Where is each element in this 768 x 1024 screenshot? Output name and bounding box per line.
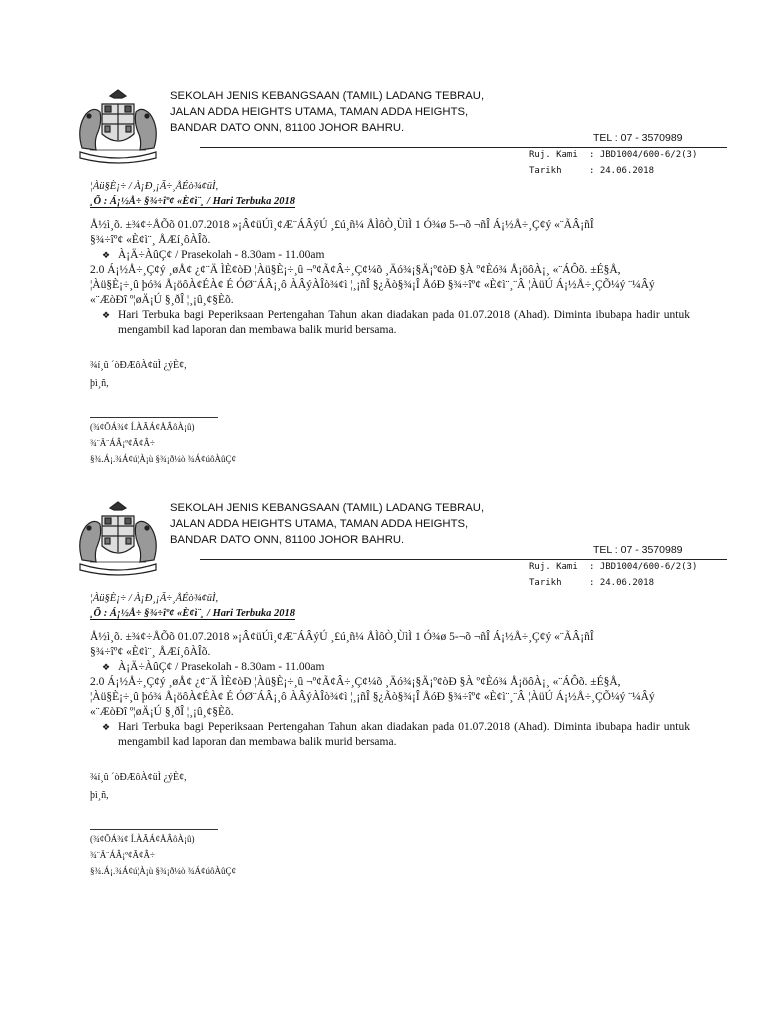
signatory-title: ¾¨Ä¨ÁÂ¡º¢Ã¢Â÷ (90, 438, 155, 448)
signature-line (90, 417, 218, 418)
date-label: Tarikh (529, 578, 562, 588)
hari-terbuka-item (90, 720, 690, 750)
reference-number (529, 562, 697, 572)
paragraph-1-cont: §¾÷îº¢ «È¢ì¨¸ ÅÆí¸ôÀÎõ. (90, 646, 211, 658)
letter-date (529, 166, 654, 176)
diamond-bullet-icon: ❖ (102, 722, 111, 732)
ref-label: Ruj. Kami (529, 150, 578, 160)
paragraph-2-cont: ¦Àü§È¡÷¸û þó¾ Å¡öôÀ¢ÉÀ¢ É ÓØ¨ÁÂ¡¸ô ÀÂýÀÎò¾¢ì ¦¸¡ñÎ §¿Ãò§¾¡Î ÅóÐ §¾÷îº¢ «È¢ì¨¸¨Â ¦ÀüÚ Á¡½Å÷¸ÇÕ¼ý ¨¼Âý (90, 279, 655, 291)
paragraph-1: Å½ì¸õ. ±¾¢÷ÅÕõ 01.07.2018 »¡Â¢üÚì¸¢Æ¨ÁÂýÚ ¸£ú¸ñ¼ ÅÌôÒ¸ÙìÌ 1 Ó¾ø 5-¬õ ¬ñÎ Á¡½Å÷¸Ç¢ý «¨ÃÂ¡ñÎ (90, 219, 594, 231)
signatory-school: §¾.Á¡.¾Á¢ú¦À¡ù §¾¡ð¼ò ¾Á¢úôÀûÇ¢ (90, 866, 237, 876)
address-line: JALAN ADDA HEIGHTS UTAMA, TAMAN ADDA HEIGHTS, (170, 106, 469, 118)
diamond-bullet-icon: ❖ (102, 310, 111, 320)
school-name: SEKOLAH JENIS KEBANGSAAN (TAMIL) LADANG TEBRAU, (170, 90, 485, 102)
hari-terbuka-text: Hari Terbuka bagi Peperiksaan Pertengahan Tahun akan diadakan pada 01.07.2018 (Ahad). Diminta ibubapa hadir untuk mengambil kad laporan dan membawa balik murid bersama. (118, 309, 690, 336)
letter-1 (0, 68, 768, 480)
date-value: : 24.06.2018 (589, 578, 655, 588)
hari-terbuka-item (90, 308, 690, 338)
signatory-name: (¾¢ÕÁ¾¢ Í.ÀÃÁ¢ÅÂôÀ¡û) (90, 834, 195, 844)
malaysia-coat-of-arms-icon (72, 88, 164, 168)
letter-body (90, 218, 690, 338)
closing-thanks: ¾í¸û ´òÐÆôÀ¢üÌ ¿ýÈ¢, (90, 360, 187, 371)
closing-yours: þì¸ñ, (90, 378, 109, 389)
subject-prefix: ¸Õ : Á¡½Å÷ §¾÷îº¢ «È¢ì¨¸ / (90, 608, 213, 619)
paragraph-2-cont: «¨ÆòÐî º¦øÄ¡Ú §¸ðÎ ¦¸¡û¸¢§Èõ. (90, 706, 234, 718)
subject-prefix: ¸Õ : Á¡½Å÷ §¾÷îº¢ «È¢ì¨¸ / (90, 196, 213, 207)
session-item (90, 248, 690, 263)
closing-thanks: ¾í¸û ´òÐÆôÀ¢üÌ ¿ýÈ¢, (90, 772, 187, 783)
session-item (90, 660, 690, 675)
letter-body (90, 630, 690, 750)
diamond-bullet-icon: ❖ (102, 662, 111, 672)
paragraph-2-cont: ¦Àü§È¡÷¸û þó¾ Å¡öôÀ¢ÉÀ¢ É ÓØ¨ÁÂ¡¸ô ÀÂýÀÎò¾¢ì ¦¸¡ñÎ §¿Ãò§¾¡Î ÅóÐ §¾÷îº¢ «È¢ì¨¸¨Â ¦ÀüÚ Á¡½Å÷¸ÇÕ¼ý ¨¼Âý (90, 691, 655, 703)
school-address (170, 500, 484, 548)
letter-2 (0, 480, 768, 892)
telephone: TEL : 07 - 3570989 (593, 132, 683, 144)
header-divider (200, 147, 727, 148)
ref-label: Ruj. Kami (529, 562, 578, 572)
malaysia-coat-of-arms-icon (72, 500, 164, 580)
session-text: À¡Ä÷ÀûÇ¢ / Prasekolah - 8.30am - 11.00am (118, 249, 325, 261)
subject-line (90, 196, 295, 207)
address-line: BANDAR DATO ONN, 81100 JOHOR BAHRU. (170, 122, 405, 134)
signature-line (90, 829, 218, 830)
closing-yours: þì¸ñ, (90, 790, 109, 801)
paragraph-1-cont: §¾÷îº¢ «È¢ì¨¸ ÅÆí¸ôÀÎõ. (90, 234, 211, 246)
signatory-school: §¾.Á¡.¾Á¢ú¦À¡ù §¾¡ð¼ò ¾Á¢úôÀûÇ¢ (90, 454, 237, 464)
telephone: TEL : 07 - 3570989 (593, 544, 683, 556)
subject-title: Hari Terbuka 2018 (212, 196, 296, 207)
date-value: : 24.06.2018 (589, 166, 655, 176)
header-divider (200, 559, 727, 560)
letter-date (529, 578, 654, 588)
subject-title: Hari Terbuka 2018 (212, 608, 296, 619)
paragraph-2: 2.0 Á¡½Å÷¸Ç¢ý ¸øÅ¢ ¿¢¨Ä ÌÈ¢òÐ ¦Àü§È¡÷¸û ¬º¢Ã¢Â÷¸Ç¢¼õ ¸Äó¾¡§Ä¡º¢òÐ §À º¢Èó¾ Å¡öôÀ¡¸ «¨ÁÔõ. ±É§Å, (90, 676, 621, 688)
school-name: SEKOLAH JENIS KEBANGSAAN (TAMIL) LADANG TEBRAU, (170, 502, 485, 514)
hari-terbuka-text: Hari Terbuka bagi Peperiksaan Pertengahan Tahun akan diadakan pada 01.07.2018 (Ahad). Diminta ibubapa hadir untuk mengambil kad laporan dan membawa balik murid bersama. (118, 721, 690, 748)
ref-value: : JBD1004/600-6/2(3) (589, 150, 698, 160)
paragraph-2: 2.0 Á¡½Å÷¸Ç¢ý ¸øÅ¢ ¿¢¨Ä ÌÈ¢òÐ ¦Àü§È¡÷¸û ¬º¢Ã¢Â÷¸Ç¢¼õ ¸Äó¾¡§Ä¡º¢òÐ §À º¢Èó¾ Å¡öôÀ¡¸ «¨ÁÔõ. ±É§Å, (90, 264, 621, 276)
school-address (170, 88, 484, 136)
address-line: BANDAR DATO ONN, 81100 JOHOR BAHRU. (170, 534, 405, 546)
session-text: À¡Ä÷ÀûÇ¢ / Prasekolah - 8.30am - 11.00am (118, 661, 325, 673)
address-line: JALAN ADDA HEIGHTS UTAMA, TAMAN ADDA HEIGHTS, (170, 518, 469, 530)
signatory-name: (¾¢ÕÁ¾¢ Í.ÀÃÁ¢ÅÂôÀ¡û) (90, 422, 195, 432)
salutation: ¦Àü§È¡÷ / À¡Ð¸¡Ã÷¸ÅÉò¾¢üÌ, (90, 181, 219, 192)
signatory-title: ¾¨Ä¨ÁÂ¡º¢Ã¢Â÷ (90, 850, 155, 860)
date-label: Tarikh (529, 166, 562, 176)
diamond-bullet-icon: ❖ (102, 250, 111, 260)
salutation: ¦Àü§È¡÷ / À¡Ð¸¡Ã÷¸ÅÉò¾¢üÌ, (90, 593, 219, 604)
paragraph-2-cont: «¨ÆòÐî º¦øÄ¡Ú §¸ðÎ ¦¸¡û¸¢§Èõ. (90, 294, 234, 306)
subject-line (90, 608, 295, 619)
paragraph-1: Å½ì¸õ. ±¾¢÷ÅÕõ 01.07.2018 »¡Â¢üÚì¸¢Æ¨ÁÂýÚ ¸£ú¸ñ¼ ÅÌôÒ¸ÙìÌ 1 Ó¾ø 5-¬õ ¬ñÎ Á¡½Å÷¸Ç¢ý «¨ÃÂ¡ñÎ (90, 631, 594, 643)
reference-number (529, 150, 697, 160)
ref-value: : JBD1004/600-6/2(3) (589, 562, 698, 572)
